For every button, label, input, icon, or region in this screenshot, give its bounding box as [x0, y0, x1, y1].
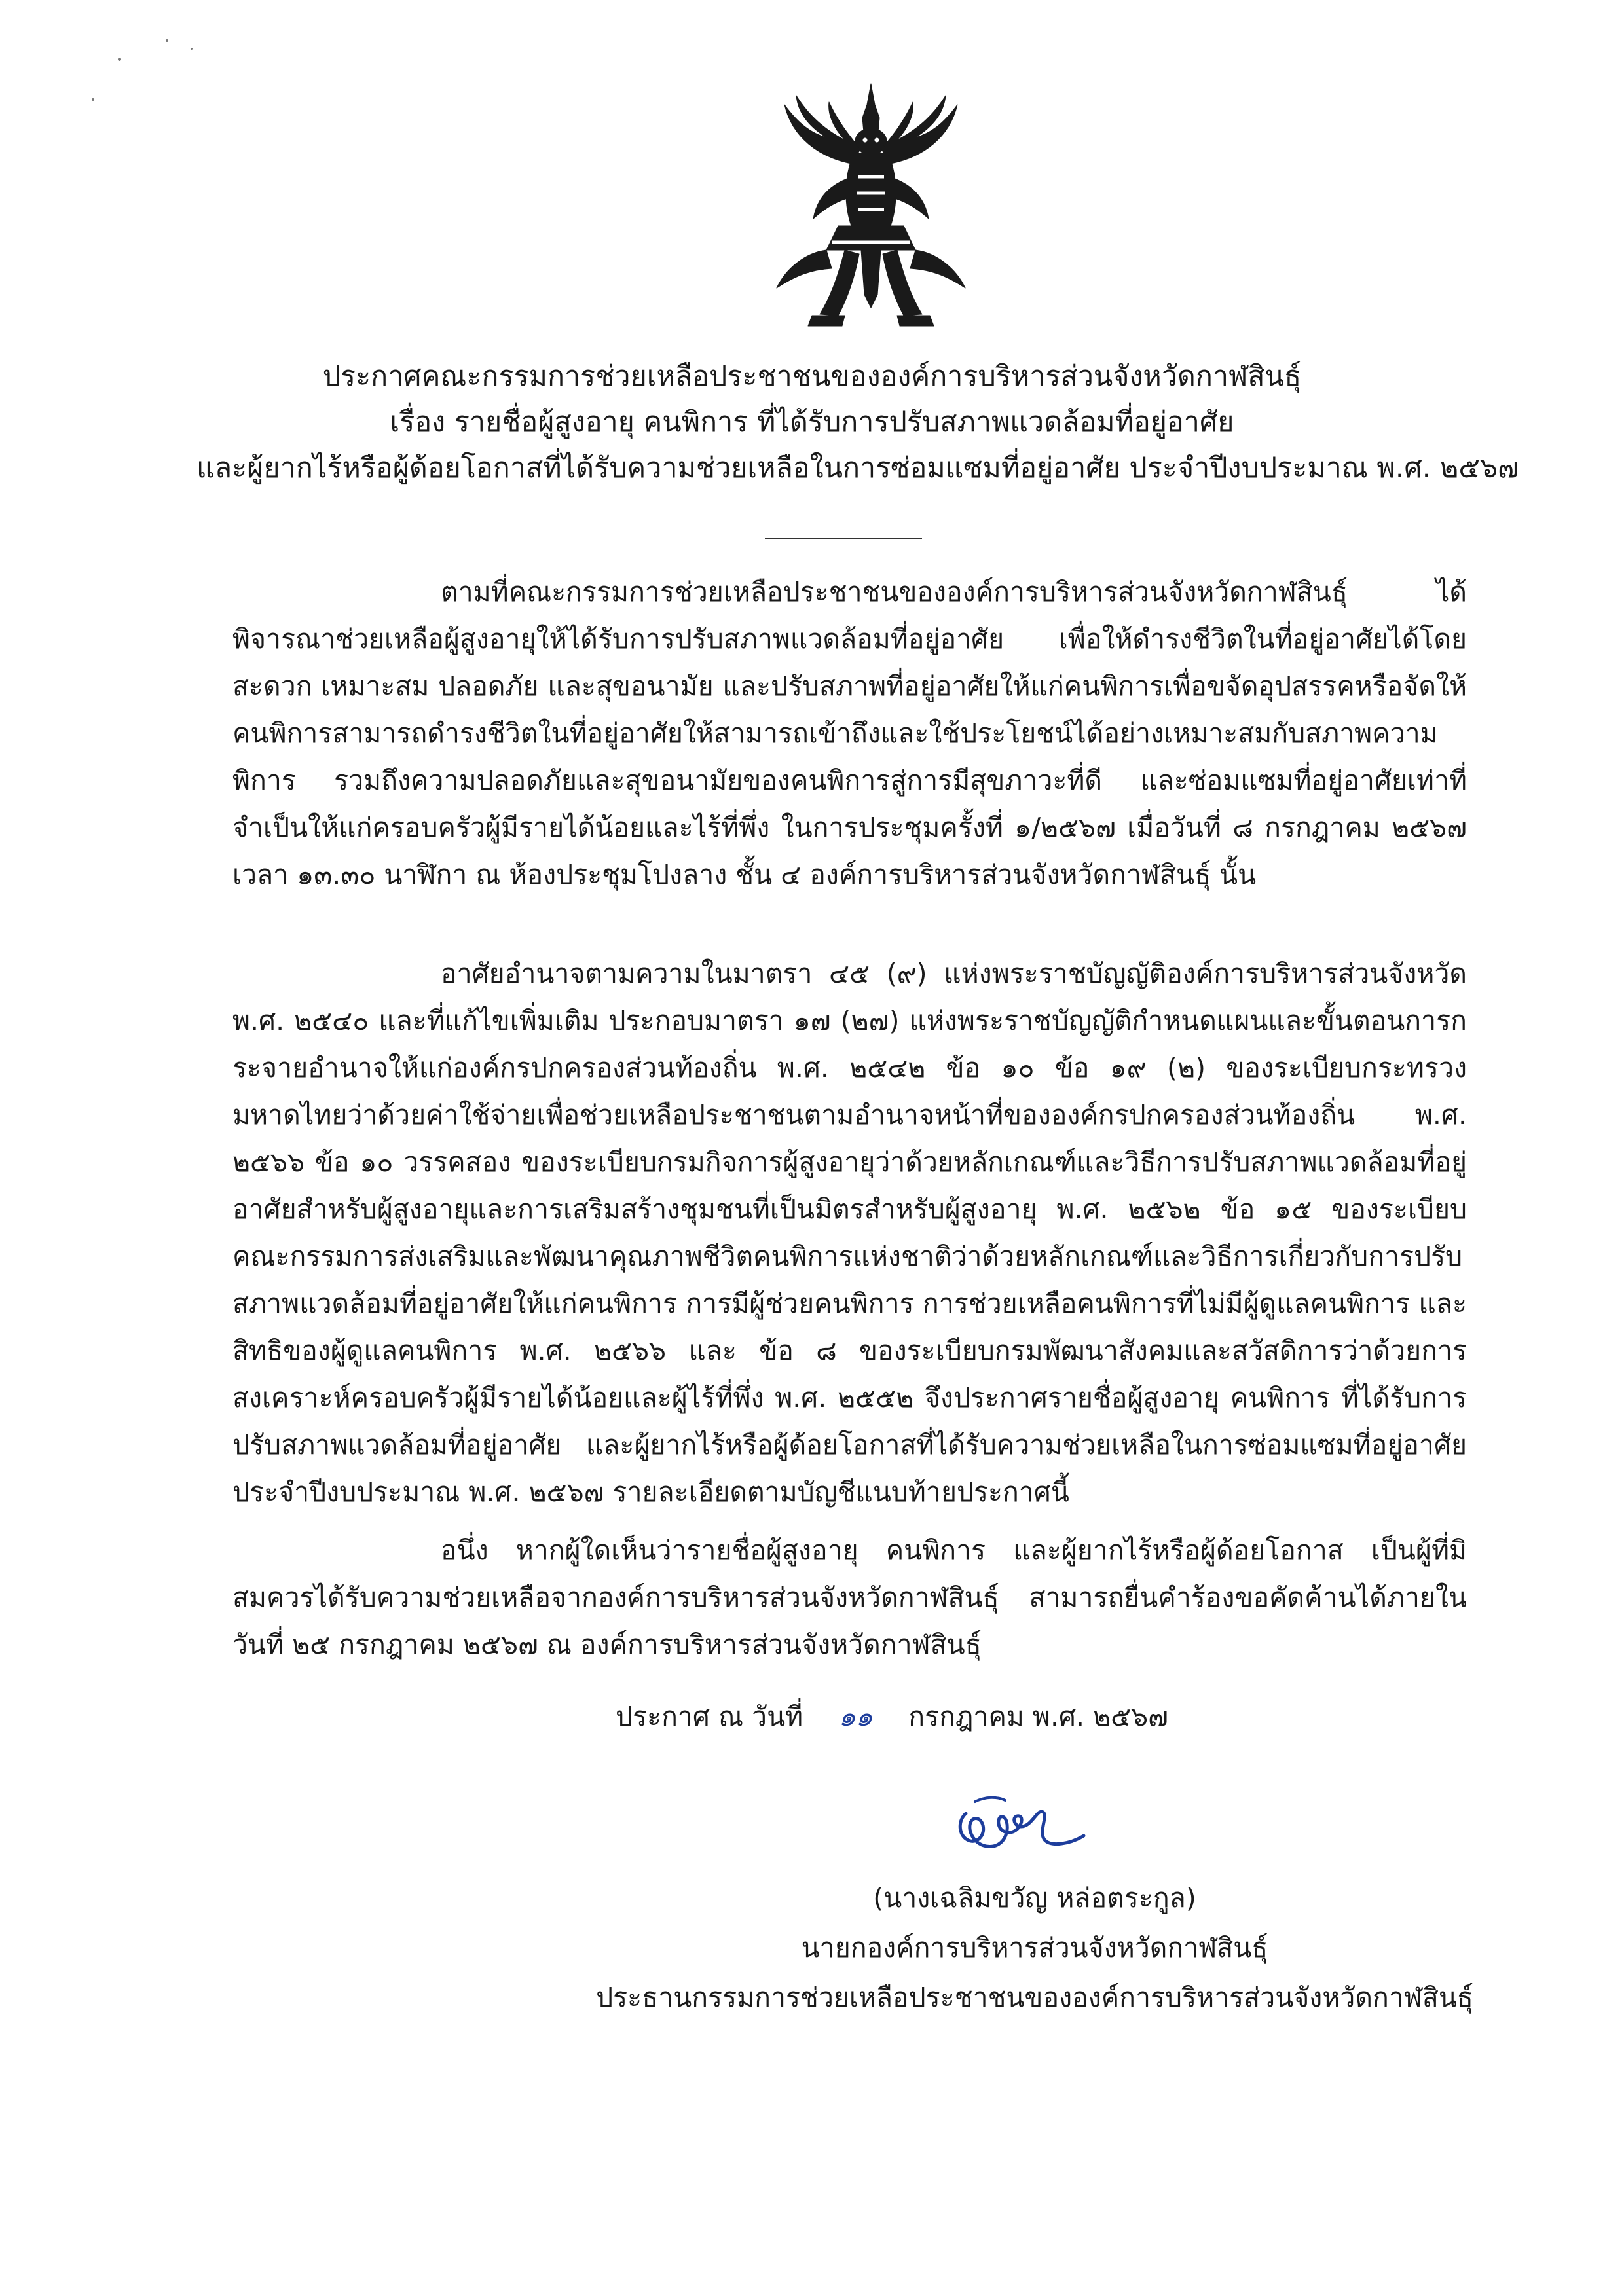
date-day: ๑๑	[838, 1701, 873, 1732]
garuda-emblem-icon	[740, 79, 1002, 340]
title-line-2: เรื่อง รายชื่อผู้สูงอายุ คนพิการ ที่ได้รับการปรับสภาพแวดล้อมที่อยู่อาศัย	[390, 406, 1234, 439]
paragraph-3	[232, 1527, 1467, 1668]
signer-name: (นางเฉลิมขวัญ หล่อตระกูล)	[873, 1882, 1196, 1914]
scan-speck	[118, 58, 121, 61]
scan-speck	[191, 48, 193, 50]
signer-position-1: นายกองค์การบริหารส่วนจังหวัดกาฬสินธุ์	[801, 1932, 1268, 1963]
date-month-year: กรกฎาคม พ.ศ. ๒๕๖๗	[908, 1701, 1168, 1732]
announcement-date	[616, 1697, 1168, 1736]
date-prefix: ประกาศ ณ วันที่	[616, 1701, 803, 1732]
title-line-1: ประกาศคณะกรรมการช่วยเหลือประชาชนขององค์การบริหารส่วนจังหวัดกาฬสินธุ์	[322, 360, 1302, 393]
signer-position-2: ประธานกรรมการช่วยเหลือประชาชนขององค์การบริหารส่วนจังหวัดกาฬสินธุ์	[596, 1982, 1473, 2013]
title-line-3: และผู้ยากไร้หรือผู้ด้อยโอกาสที่ได้รับความช่วยเหลือในการซ่อมแซมที่อยู่อาศัย ประจำปีงบประมาณ พ.ศ. ๒๕๖๗	[196, 452, 1519, 484]
paragraph-1-text: ตามที่คณะกรรมการช่วยเหลือประชาชนขององค์การบริหารส่วนจังหวัดกาฬสินธุ์ ได้พิจารณาช่วยเหลือผู้สูงอายุให้ได้รับการปรับสภาพแวดล้อมที่อยู่อาศัย เพื่อให้ดำรงชีวิตในที่อยู่อาศัยได้โดยสะดวก เหมาะสม ปลอดภัย และสุขอนามัย และปรับสภาพที่อยู่อาศัยให้แก่คนพิการเพื่อขจัดอุปสรรคหรือจัดให้คนพิการสามารถดำรงชีวิตในที่อยู่อาศัยให้สามารถเข้าถึงและใช้ประโยชน์ได้อย่างเหมาะสมกับสภาพความพิการ รวมถึงความปลอดภัยและสุขอนามัยของคนพิการสู่การมีสุขภาวะที่ดี และซ่อมแซมที่อยู่อาศัยเท่าที่จำเป็นให้แก่ครอบครัวผู้มีรายได้น้อยและไร้ที่พึ่ง ในการประชุมครั้งที่ ๑/๒๕๖๗ เมื่อวันที่ ๘ กรกฎาคม ๒๕๖๗ เวลา ๑๓.๓๐ นาฬิกา ณ ห้องประชุมโปงลาง ชั้น ๔ องค์การบริหารส่วนจังหวัดกาฬสินธุ์ นั้น	[232, 576, 1467, 890]
paragraph-2	[232, 950, 1467, 1516]
announcement-title	[196, 354, 1519, 491]
scan-speck	[166, 39, 168, 42]
scan-speck	[92, 98, 94, 101]
signature-icon	[946, 1787, 1090, 1859]
paragraph-2-text: อาศัยอำนาจตามความในมาตรา ๔๕ (๙) แห่งพระราชบัญญัติองค์การบริหารส่วนจังหวัด พ.ศ. ๒๕๔๐ และที่แก้ไขเพิ่มเติม ประกอบมาตรา ๑๗ (๒๗) แห่งพระราชบัญญัติกำหนดแผนและขั้นตอนการกระจายอำนาจให้แก่องค์กรปกครองส่วนท้องถิ่น พ.ศ. ๒๕๔๒ ข้อ ๑๐ ข้อ ๑๙ (๒) ของระเบียบกระทรวงมหาดไทยว่าด้วยค่าใช้จ่ายเพื่อช่วยเหลือประชาชนตามอำนาจหน้าที่ขององค์กรปกครองส่วนท้องถิ่น พ.ศ. ๒๕๖๖ ข้อ ๑๐ วรรคสอง ของระเบียบกรมกิจการผู้สูงอายุว่าด้วยหลักเกณฑ์และวิธีการปรับสภาพแวดล้อมที่อยู่อาศัยสำหรับผู้สูงอายุและการเสริมสร้างชุมชนที่เป็นมิตรสำหรับผู้สูงอายุ พ.ศ. ๒๕๖๒ ข้อ ๑๕ ของระเบียบคณะกรรมการส่งเสริมและพัฒนาคุณภาพชีวิตคนพิการแห่งชาติว่าด้วยหลักเกณฑ์และวิธีการเกี่ยวกับการปรับสภาพแวดล้อมที่อยู่อาศัยให้แก่คนพิการ การมีผู้ช่วยคนพิการ การช่วยเหลือคนพิการที่ไม่มีผู้ดูแลคนพิการ และสิทธิของผู้ดูแลคนพิการ พ.ศ. ๒๕๖๖ และ ข้อ ๘ ของระเบียบกรมพัฒนาสังคมและสวัสดิการว่าด้วยการสงเคราะห์ครอบครัวผู้มีรายได้น้อยและผู้ไร้ที่พึ่ง พ.ศ. ๒๕๕๒ จึงประกาศรายชื่อผู้สูงอายุ คนพิการ ที่ได้รับการปรับสภาพแวดล้อมที่อยู่อาศัย และผู้ยากไร้หรือผู้ด้อยโอกาสที่ได้รับความช่วยเหลือในการซ่อมแซมที่อยู่อาศัย ประจำปีงบประมาณ พ.ศ. ๒๕๖๗ รายละเอียดตามบัญชีแนบท้ายประกาศนี้	[232, 958, 1467, 1508]
title-divider	[765, 538, 922, 539]
paragraph-1	[232, 568, 1467, 898]
paragraph-3-text: อนึ่ง หากผู้ใดเห็นว่ารายชื่อผู้สูงอายุ คนพิการ และผู้ยากไร้หรือผู้ด้อยโอกาส เป็นผู้ที่มิสมควรได้รับความช่วยเหลือจากองค์การบริหารส่วนจังหวัดกาฬสินธุ์ สามารถยื่นคำร้องขอคัดค้านได้ภายในวันที่ ๒๕ กรกฎาคม ๒๕๖๗ ณ องค์การบริหารส่วนจังหวัดกาฬสินธุ์	[232, 1535, 1467, 1660]
